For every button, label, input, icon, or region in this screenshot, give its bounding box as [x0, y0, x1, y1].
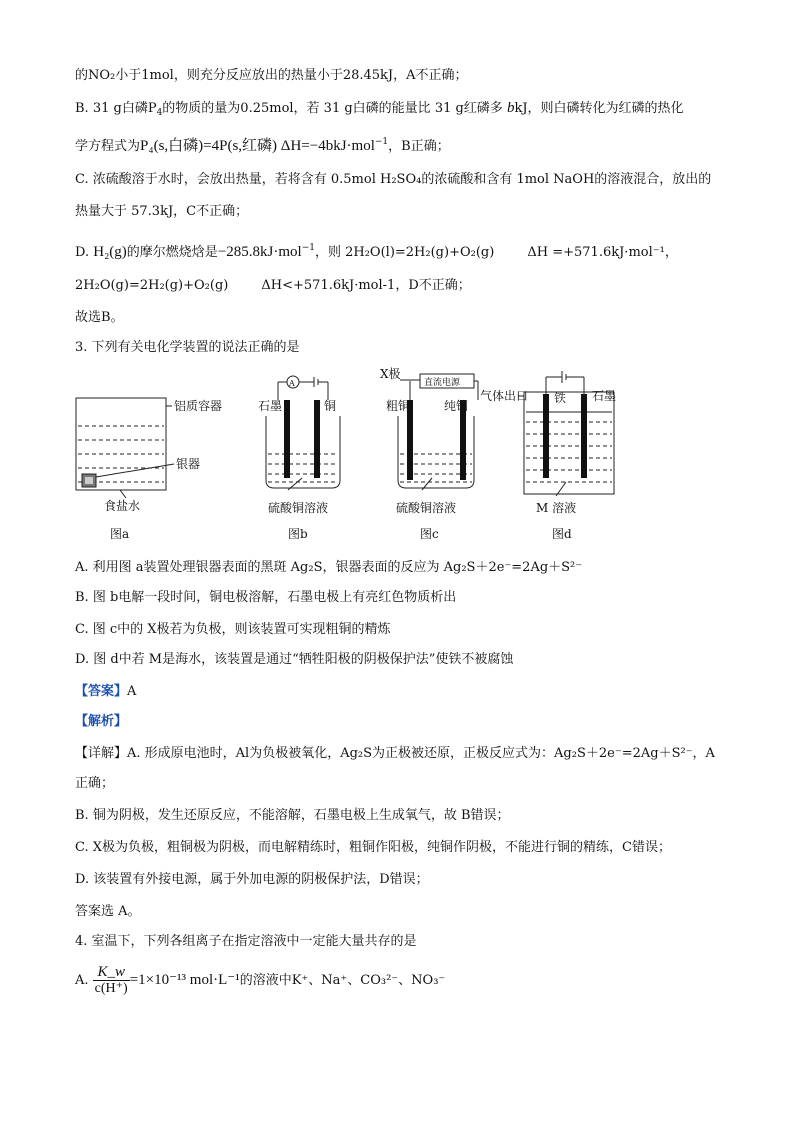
graphite-electrode	[284, 400, 290, 478]
text-line	[75, 132, 450, 157]
text-line: D. 该装置有外接电源，属于外加电源的阴极保护法，D错误；	[75, 872, 429, 887]
label: 银器	[176, 457, 201, 471]
text-line: 正确；	[75, 776, 115, 791]
text-line	[75, 238, 678, 263]
equation: P₄(s,白磷)=4P(s,红磷) ΔH=−4bkJ·mol	[140, 138, 375, 154]
option-c: C. 图 c中的 X极若为负极，则该装置可实现粗铜的精炼	[75, 622, 391, 637]
label: 气体出口	[480, 389, 529, 403]
text-line: 的NO₂小于1mol，则充分反应放出的热量小于28.45kJ，A不正确；	[75, 68, 468, 83]
label: M 溶液	[536, 501, 577, 515]
denominator: c(H⁺)	[94, 981, 128, 996]
caption: 图b	[288, 527, 308, 541]
ammeter-label: A	[289, 379, 295, 388]
question-4: 4. 室温下，下列各组离子在指定溶液中一定能大量共存的是	[75, 934, 417, 949]
caption: 图c	[420, 527, 439, 541]
text-line: 热量大于 57.3kJ，C不正确；	[75, 204, 249, 219]
text-span: 的物质的量为0.25mol，若 31 g白磷的能量比 31 g红磷多	[162, 101, 507, 116]
label: 粗铜	[386, 399, 411, 413]
graphite-electrode	[581, 394, 587, 478]
label: 铜	[324, 399, 337, 413]
option-letter: A.	[75, 973, 89, 988]
label: 铝质容器	[174, 399, 223, 413]
label: 纯铜	[444, 399, 469, 413]
question-3: 3. 下列有关电化学装置的说法正确的是	[75, 340, 300, 355]
text-line	[75, 98, 684, 123]
text-span: ，B正确；	[388, 139, 450, 154]
text-span: kJ，则白磷转化为红磷的热化	[514, 101, 684, 116]
detail-tag: 【详解】	[75, 746, 128, 761]
option-b: B. 图 b电解一段时间，铜电极溶解，石墨电极上有亮红色物质析出	[75, 590, 457, 605]
label: X极	[380, 367, 401, 381]
figure-b	[266, 376, 340, 490]
detail-line	[75, 744, 715, 764]
analysis-tag: 【解析】	[75, 714, 128, 729]
label: 石墨	[592, 389, 617, 403]
text-line: 答案选 A。	[75, 904, 141, 919]
text-span: D.	[75, 245, 94, 260]
text-span: B. 31 g白磷P	[75, 101, 157, 116]
option-d: D. 图 d中若 M是海水，该装置是通过“牺牲阳极的阴极保护法”使铁不被腐蚀	[75, 652, 514, 667]
text-line: C. 浓硫酸溶于水时，会放出热量，若将含有 0.5mol H₂SO₄的浓硫酸和含有 1mol NaOH的溶液混合，放出的	[75, 172, 712, 187]
figure-a	[76, 398, 174, 498]
option-a: A. 利用图 a装置处理银器表面的黑斑 Ag₂S，银器表面的反应为 Ag₂S＋2e⁻=2Ag＋S²⁻	[75, 560, 583, 575]
answer-value: A	[127, 684, 137, 699]
iron-electrode	[543, 394, 549, 478]
superscript: −1	[301, 243, 315, 253]
numerator: K_w	[93, 964, 130, 981]
text-span: 学方程式为	[75, 139, 141, 154]
equation: −285.8kJ·mol	[217, 244, 302, 260]
figure-panel	[66, 360, 626, 548]
label: 食盐水	[104, 499, 141, 513]
label: 硫酸铜溶液	[268, 501, 329, 515]
text-span: ，则 2H₂O(l)=2H₂(g)+O₂(g) ΔH =+571.6kJ·mol⁻¹，	[314, 245, 678, 260]
superscript: −1	[374, 137, 389, 147]
q4-option-a	[75, 960, 445, 1001]
copper-electrode	[314, 400, 320, 478]
label: 铁	[554, 391, 567, 405]
text-line: 2H₂O(g)=2H₂(g)+O₂(g) ΔH<+571.6kJ·mol-1，D不正确；	[75, 278, 471, 293]
answer-line	[75, 682, 136, 702]
equation: =1×10⁻¹³ mol·L⁻¹	[129, 972, 240, 988]
subscript: 4	[156, 108, 163, 118]
answer-tag: 【答案】	[75, 684, 128, 699]
text-line: C. X极为负极，粗铜极为阴极，而电解精练时，粗铜作阳极，纯铜作阴极，不能进行铜的精练，C错误；	[75, 840, 671, 855]
analysis-line	[75, 712, 127, 732]
text-line: 故选B。	[75, 310, 124, 325]
label: 直流电源	[424, 378, 461, 388]
label: 硫酸铜溶液	[396, 501, 457, 515]
equation: H₂(g)	[93, 244, 127, 260]
text-line: B. 铜为阴极，发生还原反应，不能溶解，石墨电极上生成氧气，故 B错误；	[75, 808, 510, 823]
caption: 图a	[110, 527, 130, 541]
text-span: A. 形成原电池时，Al为负极被氧化，Ag₂S为正极被还原，正极反应式为：Ag₂S＋2e⁻=2Ag＋S²⁻，A	[127, 746, 715, 761]
text-span: 的溶液中K⁺、Na⁺、CO₃²⁻、NO₃⁻	[239, 973, 446, 988]
label: 石墨	[258, 399, 283, 413]
caption: 图d	[552, 527, 572, 541]
math-var: b	[506, 100, 515, 116]
text-span: 的摩尔燃烧焓是	[126, 245, 218, 260]
fraction	[93, 964, 130, 997]
